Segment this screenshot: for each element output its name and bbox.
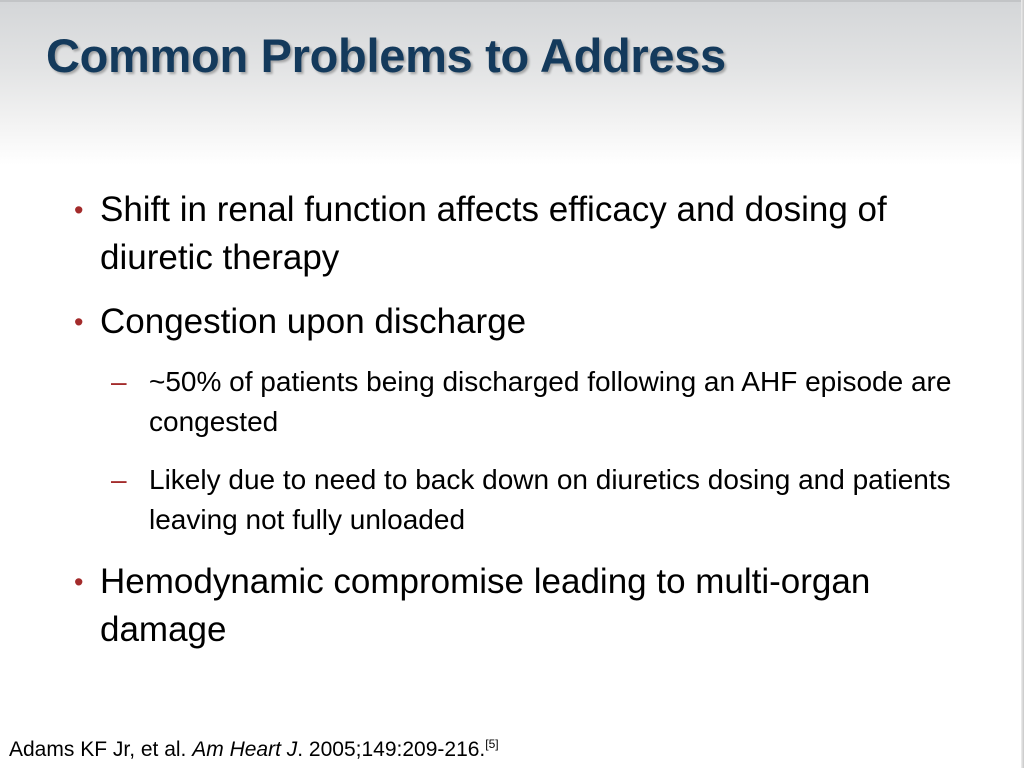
bullet-item-hemodynamic	[0, 558, 1024, 654]
bullet-marker: •	[74, 567, 84, 597]
bullet-marker: •	[74, 195, 84, 225]
bullet-marker: •	[74, 307, 84, 337]
citation-reference: [5]	[485, 737, 499, 751]
subbullet-marker: –	[111, 464, 127, 495]
bullet-text: Congestion upon discharge	[100, 302, 527, 341]
bullet-item-renal-function	[0, 186, 1024, 282]
subbullet-text: Likely due to need to back down on diuretics dosing and patients leaving not fully unloaded	[149, 464, 951, 535]
subbullet-item-congested-patients	[0, 362, 1024, 442]
subbullet-item-diuretics-dosing	[0, 460, 1024, 540]
citation-authors: Adams KF Jr, et al.	[9, 738, 193, 761]
bullet-item-congestion	[0, 298, 1024, 346]
citation-journal: Am Heart J	[192, 738, 298, 761]
citation	[9, 736, 499, 764]
bullet-text: Shift in renal function affects efficacy and dosing of diuretic therapy	[100, 190, 887, 277]
slide-title: Common Problems to Address	[46, 29, 726, 82]
subbullet-marker: –	[111, 366, 127, 397]
bullet-list	[0, 186, 1024, 670]
citation-details: . 2005;149:209-216.	[297, 738, 486, 761]
header-band	[0, 0, 1024, 165]
bullet-text: Hemodynamic compromise leading to multi-organ damage	[100, 562, 871, 649]
subbullet-text: ~50% of patients being discharged following an AHF episode are congested	[149, 366, 952, 437]
